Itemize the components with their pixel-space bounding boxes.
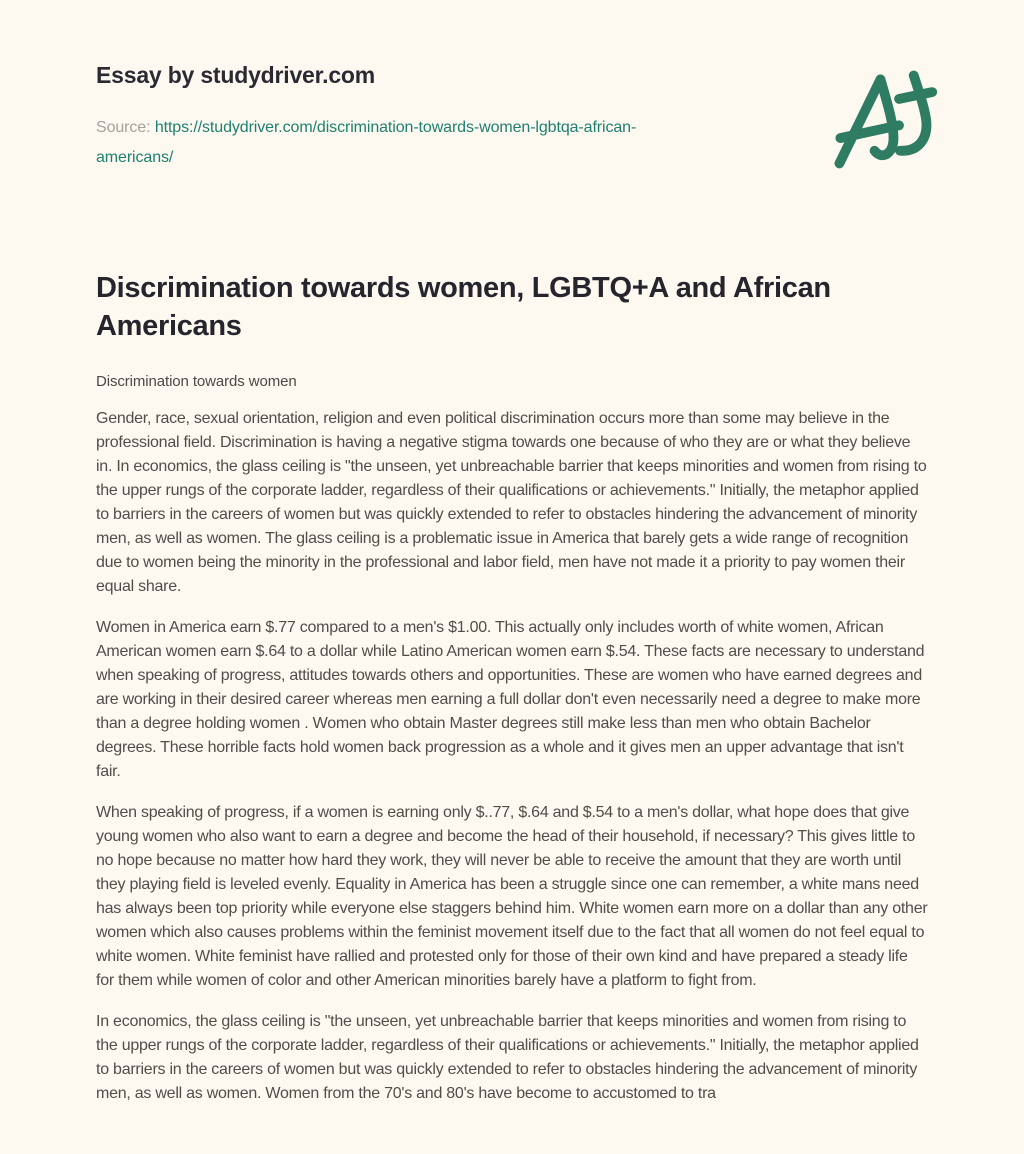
paragraph-4: In economics, the glass ceiling is "the unseen, yet unbreachable barrier that keeps minorities and women from rising to the upper rungs of the corporate ladder, regardless of their qualifications or achievements." Initially, the metaphor applied to barriers in the careers of women but was quickly extended to refer to obstacles hindering the advancement of minority men, as well as women. Women from the 70's and 80's have become to accustomed to tra bbox=[96, 1013, 919, 1102]
source-url-link[interactable]: https://studydriver.com/discrimination-towards-women-lgbtqa-african-americans/ bbox=[96, 119, 637, 166]
source-line bbox=[96, 113, 696, 173]
paragraph-1: Gender, race, sexual orientation, religion and even political discrimination occurs more than some may believe in the professional field. Discrimination is having a negative stigma towards one because of who they are or what they believe in. In economics, the glass ceiling is "the unseen, yet unbreachable barrier that keeps minorities and women from rising to the upper rungs of the corporate ladder, regardless of their qualifications or achievements." Initially, the metaphor applied to barriers in the careers of women but was quickly extended to refer to obstacles hindering the advancement of minority men, as well as women. The glass ceiling is a problematic issue in America that barely gets a wide range of recognition due to women being the minority in the professional and labor field, men have not made it a priority to pay women their equal share. bbox=[96, 410, 927, 595]
logo-plus-tail bbox=[900, 75, 926, 150]
article-subheading: Discrimination towards women bbox=[96, 373, 297, 390]
paragraph-3: When speaking of progress, if a women is earning only $..77, $.64 and $.54 to a men's dollar, what hope does that give young women who also want to earn a degree and become the head of their household, if necessary? This gives little to no hope because no matter how hard they work, they will never be able to receive the amount that they are worth until they playing field is leveled evenly. Equality in America has been a struggle since one can remember, a white mans need has always been top priority while everyone else staggers behind him. White women earn more on a dollar than any other women which also causes problems within the feminist movement itself due to the fact that all women do not feel equal to white women. White feminist have rallied and protested only for those of their own kind and have prepared a steady life for them while women of color and other American minorities barely have a platform to fight from. bbox=[96, 804, 928, 989]
source-label: Source: bbox=[96, 119, 151, 136]
essay-byline: Essay by studydriver.com bbox=[96, 62, 376, 88]
paragraph-2: Women in America earn $.77 compared to a men's $1.00. This actually only includes worth of white women, African American women earn $.64 to a dollar while Latino American women earn $.54. These facts are necessary to understand when speaking of progress, attitudes towards others and opportunities. These are women who have earned degrees and are working in their desired career whereas men earning a full dollar don't even necessarily need a degree to make more than a degree holding women . Women who obtain Master degrees still make less than men who obtain Bachelor degrees. These horrible facts hold women back progression as a whole and it gives men an upper advantage that isn't fair. bbox=[96, 619, 925, 780]
article-body bbox=[96, 407, 928, 1106]
studydriver-a-plus-logo-icon bbox=[812, 64, 944, 172]
page-header bbox=[96, 62, 928, 173]
article-title: Discrimination towards women, LGBTQ+A and African Americans bbox=[96, 272, 831, 342]
